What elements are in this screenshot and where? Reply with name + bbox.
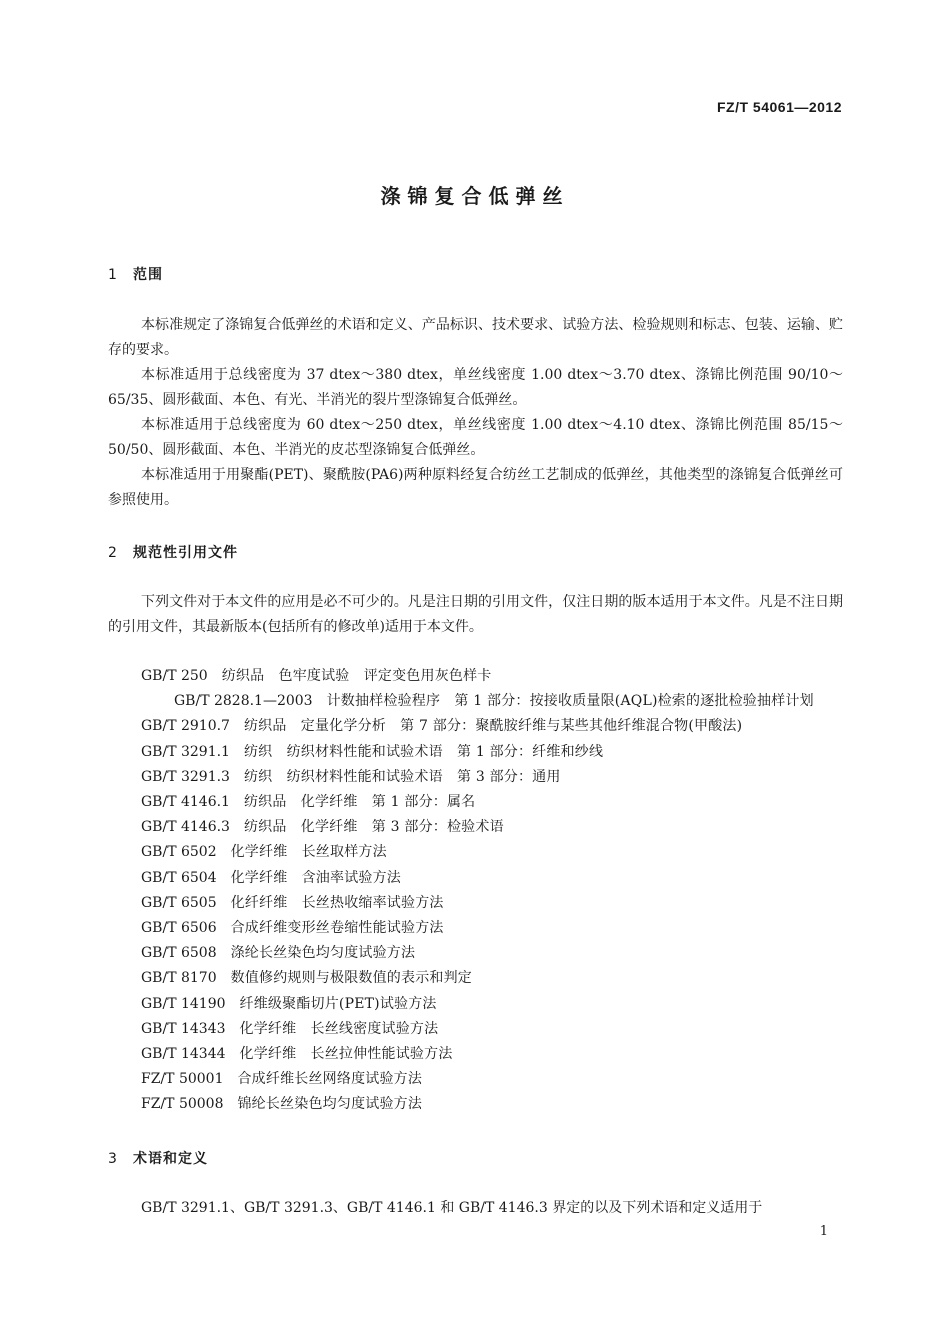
reference-title: 化纤纤维 长丝热收缩率试验方法 bbox=[230, 894, 444, 911]
reference-code: GB/T 6506 bbox=[141, 920, 217, 937]
reference-title: 锦纶长丝染色均匀度试验方法 bbox=[237, 1096, 423, 1113]
reference-title: 纺织 纺织材料性能和试验术语 第 3 部分：通用 bbox=[243, 768, 561, 785]
scope-paragraph-4: 本标准适用于用聚酯(PET)、聚酰胺(PA6)两种原料经复合纺丝工艺制成的低弹丝，其他类型的涤锦复合低弹丝可参照使用。 bbox=[108, 467, 843, 509]
reference-item bbox=[108, 714, 843, 739]
section-heading-references bbox=[108, 542, 238, 562]
reference-title: 纺织品 化学纤维 第 3 部分：检验术语 bbox=[243, 819, 504, 836]
reference-item bbox=[108, 1017, 843, 1042]
reference-title: 数值修约规则与极限数值的表示和判定 bbox=[230, 970, 473, 987]
reference-title: 纺织品 色牢度试验 评定变色用灰色样卡 bbox=[221, 668, 492, 684]
reference-item bbox=[108, 941, 843, 966]
reference-title: 合成纤维长丝网络度试验方法 bbox=[237, 1071, 423, 1088]
reference-item bbox=[108, 916, 843, 941]
reference-list bbox=[108, 664, 843, 1118]
reference-title: 化学纤维 含油率试验方法 bbox=[230, 869, 402, 886]
section-title: 规范性引用文件 bbox=[133, 545, 238, 561]
references-intro: 下列文件对于本文件的应用是必不可少的。凡是注日期的引用文件，仅注日期的版本适用于本文件。凡是不注日期的引用文件，其最新版本(包括所有的修改单)适用于本文件。 bbox=[108, 594, 843, 636]
section-title: 术语和定义 bbox=[133, 1151, 208, 1167]
reference-code: FZ/T 50008 bbox=[141, 1096, 224, 1113]
document-title: 涤锦复合低弹丝 bbox=[380, 184, 570, 208]
reference-code: GB/T 6505 bbox=[141, 894, 217, 911]
standard-code: FZ/T 54061—2012 bbox=[716, 99, 842, 115]
reference-item bbox=[108, 790, 843, 815]
section-number: 1 bbox=[108, 267, 118, 283]
section-number: 2 bbox=[108, 545, 118, 561]
reference-title: 纺织 纺织材料性能和试验术语 第 1 部分：纤维和纱线 bbox=[243, 743, 604, 760]
page-number: 1 bbox=[819, 1224, 828, 1239]
terms-intro: GB/T 3291.1、GB/T 3291.3、GB/T 4146.1 和 GB/T 4146.3 界定的以及下列术语和定义适用于 bbox=[141, 1200, 763, 1216]
reference-title: 纺织品 化学纤维 第 1 部分：属名 bbox=[243, 794, 476, 811]
reference-code: GB/T 2828.1—2003 bbox=[174, 693, 313, 710]
reference-item bbox=[108, 840, 843, 865]
reference-code: GB/T 4146.1 bbox=[141, 794, 230, 811]
reference-item bbox=[108, 1067, 843, 1092]
reference-code: GB/T 3291.1 bbox=[141, 743, 230, 760]
reference-item bbox=[108, 689, 843, 714]
reference-code: GB/T 14343 bbox=[141, 1020, 226, 1037]
reference-item bbox=[108, 891, 843, 916]
section-heading-scope bbox=[108, 264, 163, 284]
reference-title: 化学纤维 长丝线密度试验方法 bbox=[239, 1020, 439, 1037]
reference-title: 计数抽样检验程序 第 1 部分：按接收质量限(AQL)检索的逐批检验抽样计划 bbox=[326, 693, 814, 710]
reference-item bbox=[108, 765, 843, 790]
section-heading-terms bbox=[108, 1148, 208, 1168]
reference-title: 化学纤维 长丝取样方法 bbox=[230, 844, 387, 861]
reference-item bbox=[108, 966, 843, 991]
reference-item bbox=[108, 992, 843, 1017]
section-title: 范围 bbox=[133, 267, 163, 283]
reference-code: GB/T 6502 bbox=[141, 844, 217, 861]
scope-paragraph-3: 本标准适用于总线密度为 60 dtex～250 dtex，单丝线密度 1.00 dtex～4.10 dtex、涤锦比例范围 85/15～50/50、圆形截面、本色、半消光的皮芯型涤锦复合低弹丝。 bbox=[108, 417, 843, 459]
reference-item bbox=[108, 1042, 843, 1067]
reference-code: GB/T 14344 bbox=[141, 1046, 226, 1063]
reference-code: GB/T 3291.3 bbox=[141, 768, 230, 785]
reference-title: 化学纤维 长丝拉伸性能试验方法 bbox=[239, 1046, 453, 1063]
reference-title: 纺织品 定量化学分析 第 7 部分：聚酰胺纤维与某些其他纤维混合物(甲酸法) bbox=[243, 718, 743, 735]
reference-code: GB/T 250 bbox=[141, 668, 208, 684]
reference-code: GB/T 6504 bbox=[141, 869, 217, 886]
reference-title: 纤维级聚酯切片(PET)试验方法 bbox=[239, 995, 437, 1012]
scope-paragraph-2: 本标准适用于总线密度为 37 dtex～380 dtex，单丝线密度 1.00 dtex～3.70 dtex、涤锦比例范围 90/10～65/35、圆形截面、本色、有光、半消光的裂片型涤锦复合低弹丝。 bbox=[108, 367, 843, 409]
reference-code: GB/T 2910.7 bbox=[141, 718, 230, 735]
reference-title: 涤纶长丝染色均匀度试验方法 bbox=[230, 945, 416, 962]
reference-code: GB/T 4146.3 bbox=[141, 819, 230, 836]
reference-item bbox=[108, 866, 843, 891]
reference-item bbox=[108, 1092, 843, 1117]
reference-item bbox=[108, 664, 843, 689]
reference-title: 合成纤维变形丝卷缩性能试验方法 bbox=[230, 920, 444, 937]
reference-code: GB/T 8170 bbox=[141, 970, 217, 987]
reference-code: GB/T 6508 bbox=[141, 945, 217, 962]
reference-code: FZ/T 50001 bbox=[141, 1071, 224, 1088]
reference-item bbox=[108, 740, 843, 765]
scope-paragraph-1: 本标准规定了涤锦复合低弹丝的术语和定义、产品标识、技术要求、试验方法、检验规则和标志、包装、运输、贮存的要求。 bbox=[108, 317, 843, 359]
reference-code: GB/T 14190 bbox=[141, 995, 226, 1012]
reference-item bbox=[108, 815, 843, 840]
section-number: 3 bbox=[108, 1151, 118, 1167]
